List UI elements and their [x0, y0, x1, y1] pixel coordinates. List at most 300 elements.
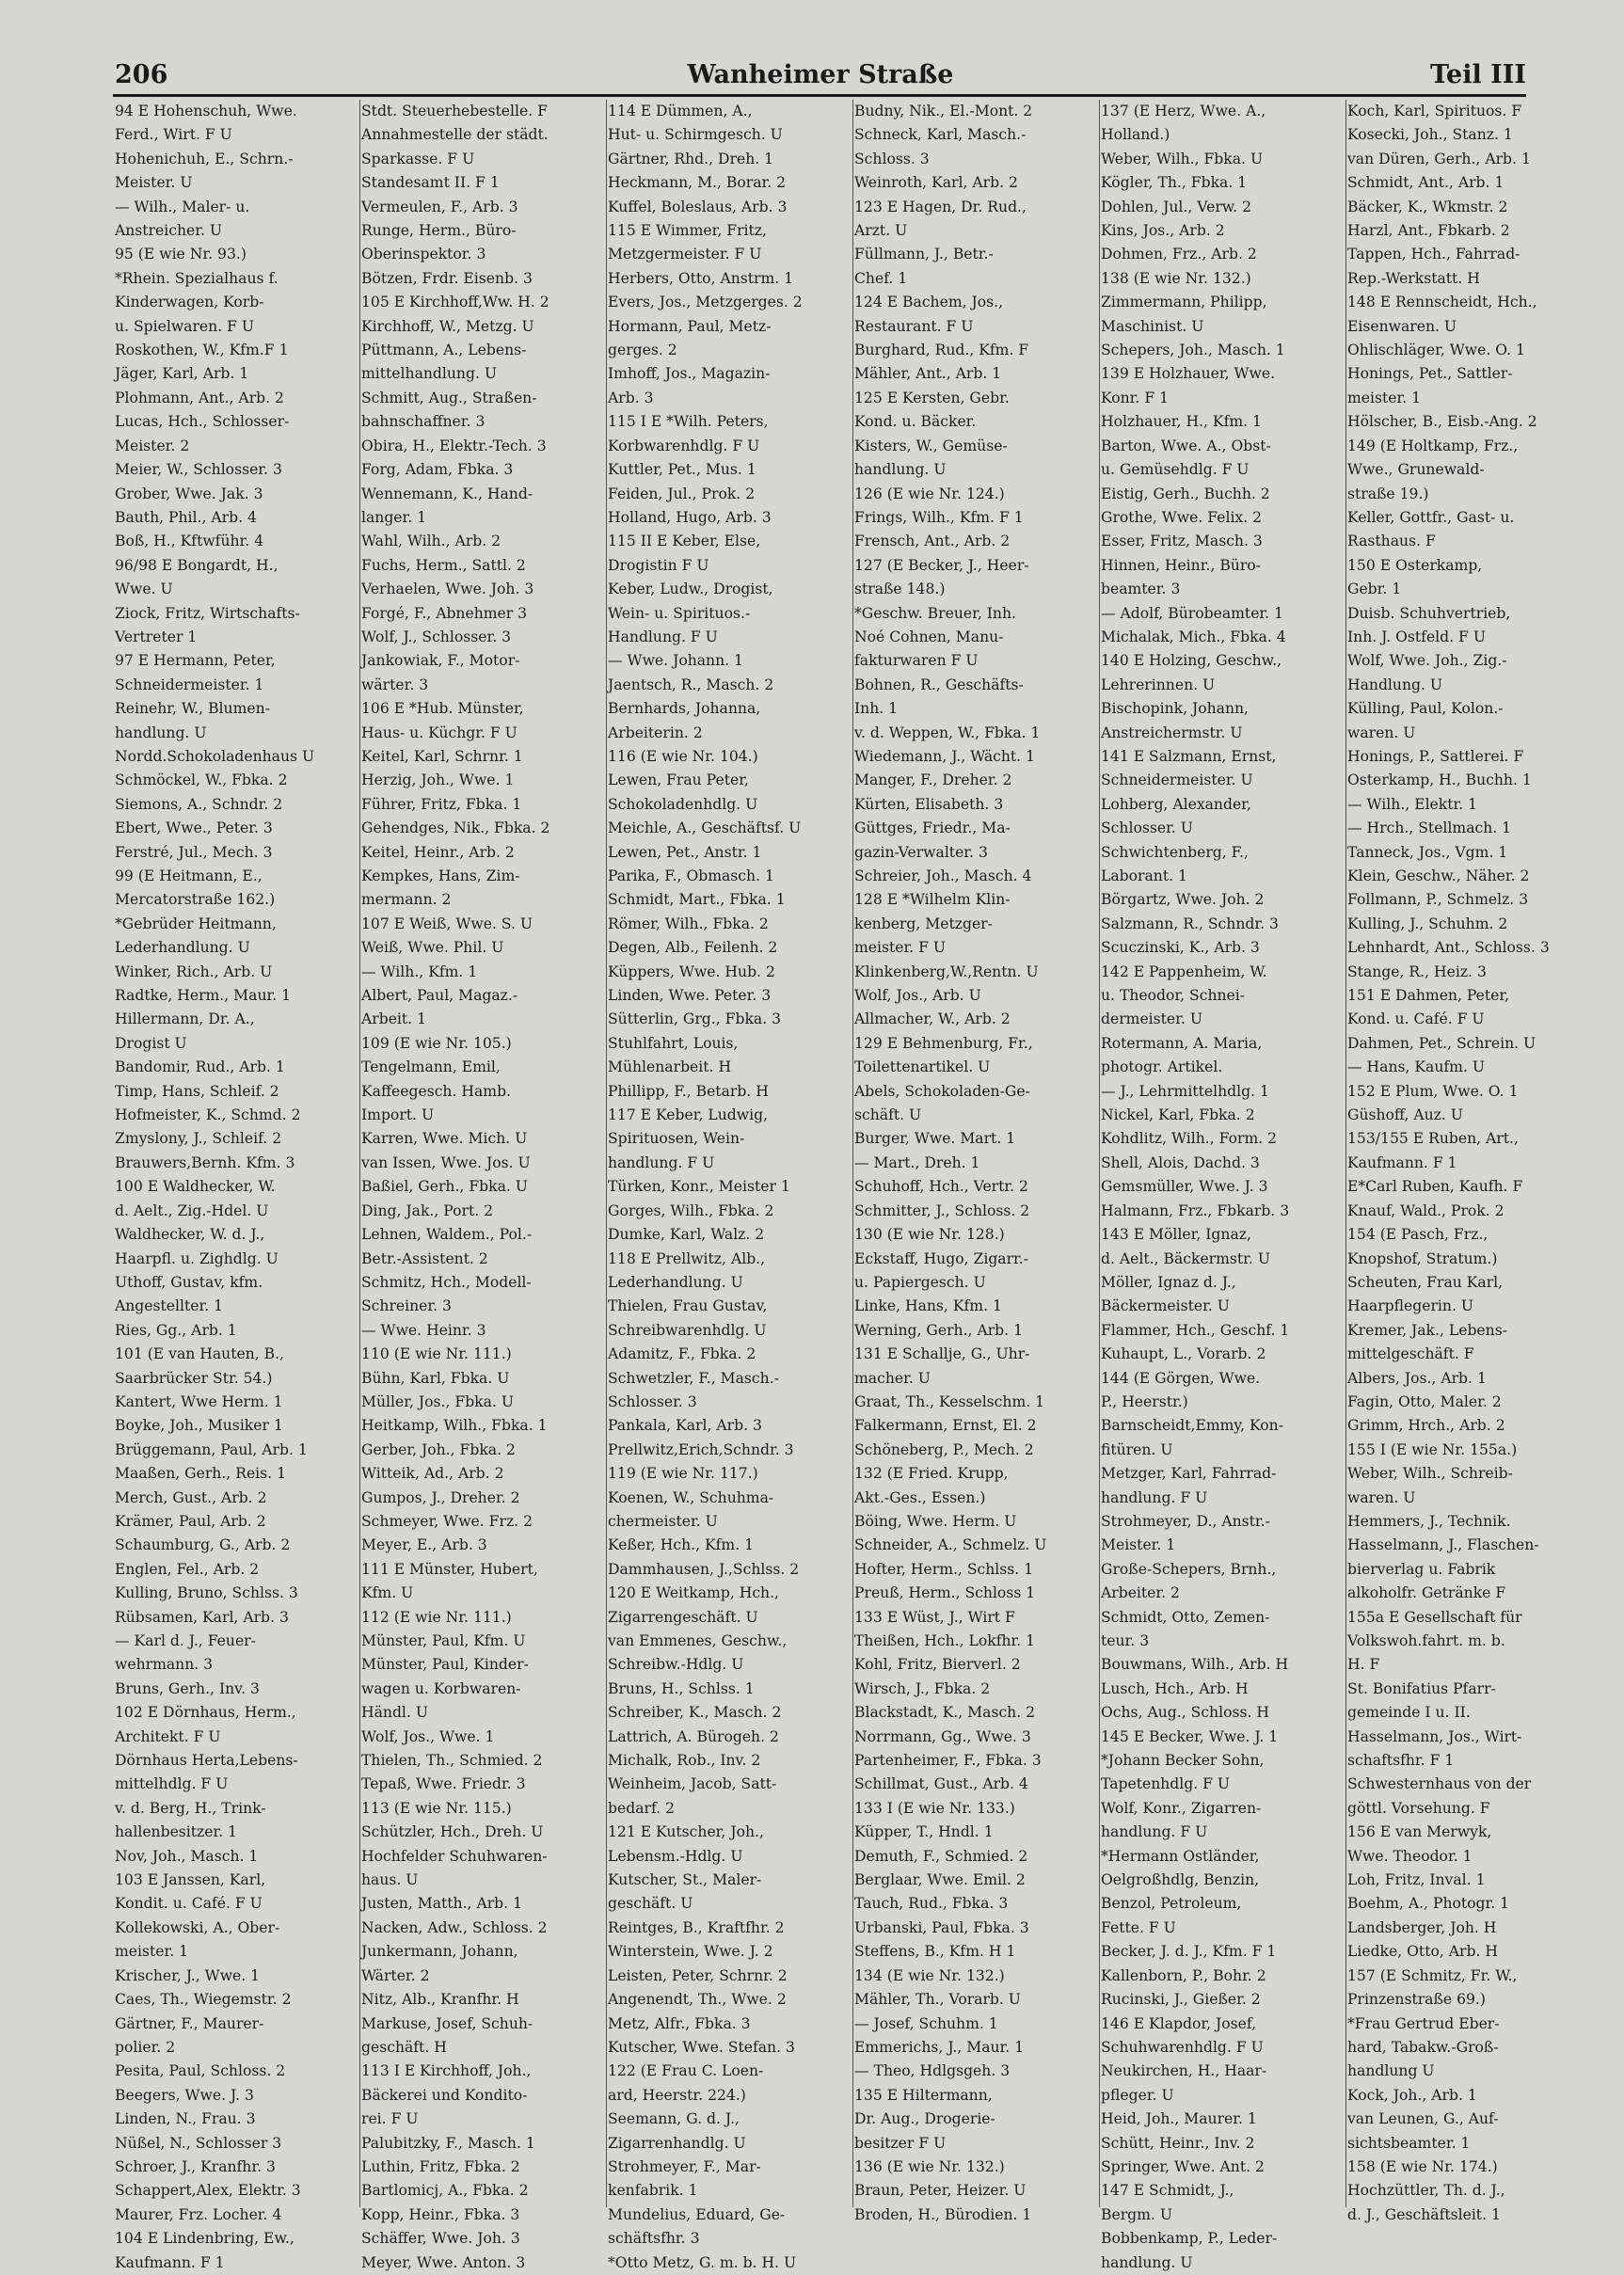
- directory-line: Vertreter 1: [115, 628, 198, 645]
- directory-line: Bouwmans, Wilh., Arb. H: [1101, 1656, 1289, 1674]
- directory-line: Arbeiter. 2: [1101, 1584, 1180, 1602]
- directory-line: Kfm. U: [361, 1584, 414, 1602]
- directory-line: Weiß, Wwe. Phil. U: [361, 939, 504, 957]
- directory-line: gerges. 2: [608, 342, 677, 359]
- directory-line: Bühn, Karl, Fbka. U: [361, 1369, 510, 1387]
- directory-line: Küpper, T., Hndl. 1: [854, 1823, 994, 1841]
- directory-line: Hormann, Paul, Metz-: [608, 317, 772, 335]
- directory-line: Burger, Wwe. Mart. 1: [854, 1130, 1016, 1148]
- directory-line: Schreiner. 3: [361, 1297, 452, 1315]
- directory-line: Lehnen, Waldem., Pol.-: [361, 1226, 533, 1244]
- directory-line: handlung. U: [1101, 2253, 1193, 2271]
- directory-line: Schreier, Joh., Masch. 4: [854, 867, 1032, 884]
- directory-line: — Josef, Schuhm. 1: [854, 2014, 998, 2032]
- directory-line: Bäckermeister. U: [1101, 1297, 1230, 1315]
- directory-line: — Karl d. J., Feuer-: [115, 1632, 256, 1649]
- directory-line: Holzhauer, H., Kfm. 1: [1101, 413, 1262, 431]
- directory-line: Schuhwarenhdlg. F U: [1101, 2038, 1264, 2056]
- directory-line: Kaufmann. F 1: [115, 2253, 225, 2271]
- directory-line: Krämer, Paul, Arb. 2: [115, 1512, 266, 1530]
- directory-line: d. J., Geschäftsleit. 1: [1347, 2205, 1501, 2223]
- directory-line: Flammer, Hch., Geschf. 1: [1101, 1321, 1290, 1339]
- directory-line: Schreibw.-Hdlg. U: [608, 1656, 744, 1674]
- directory-line: Klinkenberg,W.,Rentn. U: [854, 962, 1039, 980]
- directory-line: *Frau Gertrud Eber-: [1347, 2014, 1500, 2032]
- directory-line: Tepaß, Wwe. Friedr. 3: [361, 1775, 526, 1793]
- directory-line: Hohenichuh, E., Schrn.-: [115, 150, 294, 167]
- directory-line: Prinzenstraße 69.): [1347, 1991, 1486, 2009]
- directory-line: Honings, Pet., Sattler-: [1347, 365, 1513, 383]
- directory-line: 99 (E Heitmann, E.,: [115, 867, 263, 884]
- directory-line: Plohmann, Ant., Arb. 2: [115, 389, 284, 406]
- directory-line: u. Spielwaren. F U: [115, 317, 255, 335]
- directory-line: Arb. 3: [608, 389, 654, 406]
- directory-line: Brüggemann, Paul, Arb. 1: [115, 1440, 308, 1458]
- directory-line: Strohmeyer, D., Anstr.-: [1101, 1512, 1270, 1530]
- directory-line: bahnschaffner. 3: [361, 413, 486, 431]
- directory-line: Heid, Joh., Maurer. 1: [1101, 2110, 1257, 2128]
- directory-line: Schmidt, Mart., Fbka. 1: [608, 891, 786, 909]
- directory-line: Gebr. 1: [1347, 581, 1402, 598]
- directory-line: Wahl, Wilh., Arb. 2: [361, 533, 502, 550]
- column-divider: [1099, 100, 1100, 2207]
- directory-line: Meyer, Wwe. Anton. 3: [361, 2253, 526, 2271]
- directory-line: Mundelius, Eduard, Ge-: [608, 2205, 786, 2223]
- directory-line: van Emmenes, Geschw.,: [608, 1632, 788, 1649]
- directory-line: Manger, F., Dreher. 2: [854, 772, 1012, 789]
- directory-line: Rucinski, J., Gießer. 2: [1101, 1991, 1261, 2009]
- directory-line: Falkermann, Ernst, El. 2: [854, 1417, 1037, 1435]
- directory-line: Winker, Rich., Arb. U: [115, 962, 273, 980]
- directory-line: van Issen, Wwe. Jos. U: [361, 1153, 531, 1171]
- directory-line: polier. 2: [115, 2038, 176, 2056]
- directory-line: Landsberger, Joh. H: [1347, 1918, 1497, 1936]
- directory-line: Gumpos, J., Dreher. 2: [361, 1488, 520, 1506]
- directory-line: Kuttler, Pet., Mus. 1: [608, 461, 756, 479]
- directory-line: 111 E Münster, Hubert,: [361, 1560, 538, 1578]
- directory-line: 157 (E Schmitz, Fr. W.,: [1347, 1966, 1518, 1984]
- directory-line: Gärtner, Rhd., Dreh. 1: [608, 150, 774, 167]
- directory-line: Nordd.Schokoladenhaus U: [115, 747, 315, 765]
- directory-line: Restaurant. F U: [854, 317, 974, 335]
- directory-line: Krischer, J., Wwe. 1: [115, 1966, 261, 1984]
- directory-line: Ferstré, Jul., Mech. 3: [115, 843, 273, 861]
- directory-line: Evers, Jos., Metzgerges. 2: [608, 294, 803, 311]
- directory-line: Hochfelder Schuhwaren-: [361, 1847, 548, 1865]
- directory-line: Bohnen, R., Geschäfts-: [854, 676, 1024, 693]
- directory-line: handlung. U: [854, 461, 947, 479]
- directory-line: Inh. J. Ostfeld. F U: [1347, 628, 1486, 645]
- directory-line: Schmitz, Hch., Modell-: [361, 1273, 532, 1291]
- directory-line: H. F: [1347, 1656, 1380, 1674]
- directory-line: Wolf, Jos., Arb. U: [854, 987, 981, 1005]
- directory-line: Böing, Wwe. Herm. U: [854, 1512, 1017, 1530]
- directory-line: Schwesternhaus von der: [1347, 1775, 1532, 1793]
- directory-line: Lehrerinnen. U: [1101, 676, 1216, 693]
- directory-line: 100 E Waldhecker, W.: [115, 1178, 276, 1196]
- directory-line: — Hrch., Stellmach. 1: [1347, 819, 1512, 837]
- directory-line: 103 E Janssen, Karl,: [115, 1871, 266, 1889]
- directory-line: Barton, Wwe. A., Obst-: [1101, 437, 1271, 454]
- directory-line: Arbeit. 1: [361, 1010, 427, 1028]
- directory-line: 125 E Kersten, Gebr.: [854, 389, 1010, 406]
- directory-line: Kallenborn, P., Bohr. 2: [1101, 1966, 1266, 1984]
- directory-line: Albers, Jos., Arb. 1: [1347, 1369, 1487, 1387]
- directory-line: langer. 1: [361, 508, 427, 526]
- directory-line: 119 (E wie Nr. 117.): [608, 1465, 758, 1483]
- directory-line: Schlosser. U: [1101, 819, 1193, 837]
- directory-line: Pankala, Karl, Arb. 3: [608, 1417, 762, 1435]
- directory-line: Honings, P., Sattlerei. F: [1347, 747, 1524, 765]
- directory-line: schäft. U: [854, 1106, 922, 1124]
- directory-line: Reinehr, W., Blumen-: [115, 700, 270, 718]
- street-title: Wanheimer Straße: [687, 60, 954, 89]
- directory-line: mittelgeschäft. F: [1347, 1345, 1474, 1363]
- directory-line: 110 (E wie Nr. 111.): [361, 1345, 512, 1363]
- directory-line: 133 E Wüst, J., Wirt F: [854, 1608, 1015, 1626]
- directory-line: Schmitter, J., Schloss. 2: [854, 1201, 1030, 1219]
- directory-line: Schützler, Hch., Dreh. U: [361, 1823, 544, 1841]
- directory-line: wehrmann. 3: [115, 1656, 214, 1674]
- directory-line: Wärter. 2: [361, 1966, 430, 1984]
- directory-line: wagen u. Korbwaren-: [361, 1679, 521, 1697]
- directory-line: Schaumburg, G., Arb. 2: [115, 1536, 291, 1554]
- directory-line: 129 E Behmenburg, Fr.,: [854, 1034, 1033, 1052]
- directory-line: mittelhandlung. U: [361, 365, 497, 383]
- directory-line: Meyer, E., Arb. 3: [361, 1536, 487, 1554]
- directory-line: Schwetzler, F., Masch.-: [608, 1369, 779, 1387]
- directory-line: Luthin, Fritz, Fbka. 2: [361, 2157, 520, 2175]
- directory-line: *Hermann Ostländer,: [1101, 1847, 1260, 1865]
- directory-line: Kock, Joh., Arb. 1: [1347, 2086, 1477, 2104]
- directory-line: Bäckerei und Kondito-: [361, 2086, 528, 2104]
- directory-line: Linden, N., Frau. 3: [115, 2110, 256, 2128]
- directory-line: Demuth, F., Schmied. 2: [854, 1847, 1028, 1865]
- directory-line: Norrmann, Gg., Wwe. 3: [854, 1727, 1031, 1745]
- directory-line: handlung U: [1347, 2062, 1435, 2080]
- directory-line: Bobbenkamp, P., Leder-: [1101, 2230, 1278, 2248]
- directory-line: Eckstaff, Hugo, Zigarr.-: [854, 1249, 1029, 1267]
- directory-line: Import. U: [361, 1106, 435, 1124]
- directory-line: Radtke, Herm., Maur. 1: [115, 987, 292, 1005]
- column-divider: [852, 100, 853, 2207]
- directory-line: 128 E *Wilhelm Klin-: [854, 891, 1011, 909]
- directory-line: Schöneberg, P., Mech. 2: [854, 1440, 1034, 1458]
- page-header: [115, 60, 1526, 98]
- directory-line: Benzol, Petroleum,: [1101, 1895, 1242, 1913]
- directory-line: Hemmers, J., Technik.: [1347, 1512, 1511, 1530]
- directory-line: rei. F U: [361, 2110, 419, 2128]
- directory-line: 107 E Weiß, Wwe. S. U: [361, 915, 533, 932]
- directory-line: Ferd., Wirt. F U: [115, 126, 232, 144]
- directory-line: 151 E Dahmen, Peter,: [1347, 987, 1510, 1005]
- directory-line: Kondit. u. Café. F U: [115, 1895, 263, 1913]
- directory-line: Becker, J. d. J., Kfm. F 1: [1101, 1943, 1277, 1961]
- directory-line: Phillipp, F., Betarb. H: [608, 1082, 769, 1100]
- directory-line: Nov, Joh., Masch. 1: [115, 1847, 259, 1865]
- directory-line: 113 (E wie Nr. 115.): [361, 1799, 512, 1817]
- directory-line: Gärtner, F., Maurer-: [115, 2014, 264, 2032]
- directory-line: handlung. F U: [608, 1153, 715, 1171]
- directory-line: Küppers, Wwe. Hub. 2: [608, 962, 775, 980]
- directory-line: Mähler, Ant., Arb. 1: [854, 365, 1002, 383]
- directory-line: Junkermann, Johann,: [361, 1943, 518, 1961]
- directory-line: Kuffel, Boleslaus, Arb. 3: [608, 198, 788, 215]
- directory-line: 126 (E wie Nr. 124.): [854, 485, 1005, 502]
- directory-line: mittelhdlg. F U: [115, 1775, 229, 1793]
- directory-line: Merch, Gust., Arb. 2: [115, 1488, 267, 1506]
- directory-line: Anstreicher. U: [115, 222, 223, 240]
- directory-line: St. Bonifatius Pfarr-: [1347, 1679, 1496, 1697]
- directory-line: 121 E Kutscher, Joh.,: [608, 1823, 764, 1841]
- directory-line: Kinderwagen, Korb-: [115, 294, 264, 311]
- directory-line: Esser, Fritz, Masch. 3: [1101, 533, 1263, 550]
- directory-line: Dohlen, Jul., Verw. 2: [1101, 198, 1252, 215]
- directory-line: Müller, Jos., Fbka. U: [361, 1392, 514, 1410]
- directory-line: Theißen, Hch., Lokfhr. 1: [854, 1632, 1036, 1649]
- directory-line: Schappert,Alex, Elektr. 3: [115, 2182, 301, 2200]
- directory-line: Sparkasse. F U: [361, 150, 475, 167]
- directory-line: Schroer, J., Kranfhr. 3: [115, 2157, 276, 2175]
- directory-line: Obira, H., Elektr.-Tech. 3: [361, 437, 547, 454]
- directory-line: Feiden, Jul., Prok. 2: [608, 485, 756, 502]
- directory-line: Kulling, J., Schuhm. 2: [1347, 915, 1508, 932]
- directory-line: Rübsamen, Karl, Arb. 3: [115, 1608, 289, 1626]
- directory-line: Winterstein, Wwe. J. 2: [608, 1943, 773, 1961]
- directory-line: waren. U: [1347, 1488, 1416, 1506]
- directory-line: Kond. u. Bäcker.: [854, 413, 977, 431]
- directory-line: Schreiber, K., Masch. 2: [608, 1704, 782, 1722]
- directory-line: Arbeiterin. 2: [608, 724, 703, 741]
- directory-line: 115 I E *Wilh. Peters,: [608, 413, 769, 431]
- directory-line: 102 E Dörnhaus, Herm.,: [115, 1704, 296, 1722]
- directory-line: Imhoff, Jos., Magazin-: [608, 365, 771, 383]
- directory-line: Wolf, Wwe. Joh., Zig.-: [1347, 652, 1507, 670]
- directory-line: Scuczinski, K., Arb. 3: [1101, 939, 1260, 957]
- directory-line: Thielen, Frau Gustav,: [608, 1297, 768, 1315]
- directory-line: schaftsfhr. F 1: [1347, 1752, 1455, 1770]
- directory-line: Kollekowski, A., Ober-: [115, 1918, 280, 1936]
- directory-line: 104 E Lindenbring, Ew.,: [115, 2230, 295, 2248]
- directory-line: meister. 1: [1347, 389, 1422, 406]
- directory-line: Toilettenartikel. U: [854, 1058, 991, 1076]
- directory-line: Gemsmüller, Wwe. J. 3: [1101, 1178, 1268, 1196]
- directory-line: Kohl, Fritz, Bierverl. 2: [854, 1656, 1021, 1674]
- directory-line: 135 E Hiltermann,: [854, 2086, 993, 2104]
- directory-line: Chef. 1: [854, 269, 908, 287]
- directory-line: Halmann, Frz., Fbkarb. 3: [1101, 1201, 1290, 1219]
- directory-line: Gerber, Joh., Fbka. 2: [361, 1440, 516, 1458]
- directory-line: Bauth, Phil., Arb. 4: [115, 508, 257, 526]
- directory-line: Zmyslony, J., Schleif. 2: [115, 1130, 282, 1148]
- directory-line: Brauwers,Bernh. Kfm. 3: [115, 1153, 295, 1171]
- directory-line: Preuß, Herm., Schloss 1: [854, 1584, 1036, 1602]
- directory-line: Kempkes, Hans, Zim-: [361, 867, 520, 884]
- directory-line: chermeister. U: [608, 1512, 718, 1530]
- directory-line: Münster, Paul, Kfm. U: [361, 1632, 526, 1649]
- directory-line: Römer, Wilh., Fbka. 2: [608, 915, 769, 932]
- column-4: [854, 100, 1101, 2223]
- column-divider: [359, 100, 360, 2207]
- directory-line: Pesita, Paul, Schloss. 2: [115, 2062, 286, 2080]
- directory-line: Fuchs, Herm., Sattl. 2: [361, 556, 526, 574]
- directory-line: Saarbrücker Str. 54.): [115, 1369, 273, 1387]
- directory-line: Ebert, Wwe., Peter. 3: [115, 819, 273, 837]
- directory-line: Sütterlin, Grg., Fbka. 3: [608, 1010, 782, 1028]
- directory-line: Stuhlfahrt, Louis,: [608, 1034, 739, 1052]
- directory-line: u. Gemüsehdlg. F U: [1101, 461, 1250, 479]
- directory-line: van Leunen, G., Auf-: [1347, 2110, 1499, 2128]
- directory-line: Schloss. 3: [854, 150, 930, 167]
- directory-line: d. Aelt., Zig.-Hdel. U: [115, 1201, 269, 1219]
- directory-line: handlung. F U: [1101, 1823, 1208, 1841]
- directory-line: 158 (E wie Nr. 174.): [1347, 2157, 1498, 2175]
- directory-line: Schneck, Karl, Masch.-: [854, 126, 1027, 144]
- directory-line: 118 E Prellwitz, Alb.,: [608, 1249, 766, 1267]
- directory-line: Nüßel, N., Schlosser 3: [115, 2134, 282, 2152]
- directory-line: Bäcker, K., Wkmstr. 2: [1347, 198, 1508, 215]
- directory-line: 115 E Wimmer, Fritz,: [608, 222, 767, 240]
- directory-line: Schneidermeister. U: [1101, 772, 1253, 789]
- directory-line: Wolf, Konr., Zigarren-: [1101, 1799, 1262, 1817]
- directory-line: beamter. 3: [1101, 581, 1181, 598]
- directory-line: Wwe. U: [115, 581, 173, 598]
- directory-line: Witteik, Ad., Arb. 2: [361, 1465, 504, 1483]
- directory-line: Strohmeyer, F., Mar-: [608, 2157, 761, 2175]
- directory-line: Zigarrengeschäft. U: [608, 1608, 758, 1626]
- directory-line: 146 E Klapdor, Josef,: [1101, 2014, 1257, 2032]
- directory-line: — Hans, Kaufm. U: [1347, 1058, 1486, 1076]
- directory-line: Nitz, Alb., Kranfhr. H: [361, 1991, 519, 2009]
- directory-line: Schlosser. 3: [608, 1392, 697, 1410]
- directory-line: Handlung. U: [1347, 676, 1443, 693]
- directory-line: Schneider, A., Schmelz. U: [854, 1536, 1047, 1554]
- directory-line: Kremer, Jak., Lebens-: [1347, 1321, 1507, 1339]
- directory-line: Partenheimer, F., Fbka. 3: [854, 1752, 1042, 1770]
- directory-line: handlung. F U: [1101, 1488, 1208, 1506]
- directory-line: Ries, Gg., Arb. 1: [115, 1321, 237, 1339]
- directory-line: Meier, W., Schlosser. 3: [115, 461, 282, 479]
- directory-line: Meister. 2: [115, 437, 190, 454]
- directory-line: Metzger, Karl, Fahrrad-: [1101, 1465, 1277, 1483]
- directory-line: Boß, H., Kftwführ. 4: [115, 533, 264, 550]
- directory-line: Fagin, Otto, Maler. 2: [1347, 1392, 1502, 1410]
- directory-line: Meister. U: [115, 174, 193, 192]
- directory-line: 124 E Bachem, Jos.,: [854, 294, 1004, 311]
- directory-line: Gorges, Wilh., Fbka. 2: [608, 1201, 774, 1219]
- directory-line: Schepers, Joh., Masch. 1: [1101, 342, 1285, 359]
- directory-line: Füllmann, J., Betr.-: [854, 246, 994, 263]
- directory-line: Knopshof, Stratum.): [1347, 1249, 1498, 1267]
- directory-line: Kuhaupt, L., Vorarb. 2: [1101, 1345, 1266, 1363]
- directory-line: 116 (E wie Nr. 104.): [608, 747, 758, 765]
- directory-line: Hasselmann, Jos., Wirt-: [1347, 1727, 1522, 1745]
- directory-line: Wwe., Grunewald-: [1347, 461, 1485, 479]
- directory-line: Ochs, Aug., Schloss. H: [1101, 1704, 1269, 1722]
- directory-line: Lederhandlung. U: [115, 939, 250, 957]
- directory-line: 130 (E wie Nr. 128.): [854, 1226, 1005, 1244]
- directory-line: Ding, Jak., Port. 2: [361, 1201, 494, 1219]
- directory-line: Noé Cohnen, Manu-: [854, 628, 1004, 645]
- directory-line: *Johann Becker Sohn,: [1101, 1752, 1265, 1770]
- directory-line: Boyke, Joh., Musiker 1: [115, 1417, 283, 1435]
- directory-line: geschäft. H: [361, 2038, 447, 2056]
- directory-line: fakturwaren F U: [854, 652, 979, 670]
- directory-line: Betr.-Assistent. 2: [361, 1249, 488, 1267]
- directory-line: Broden, H., Bürodien. 1: [854, 2205, 1032, 2223]
- directory-line: Zimmermann, Philipp,: [1101, 294, 1267, 311]
- directory-line: Händl. U: [361, 1704, 428, 1722]
- directory-line: Klein, Geschw., Näher. 2: [1347, 867, 1530, 884]
- directory-line: Scheuten, Frau Karl,: [1347, 1273, 1504, 1291]
- directory-line: Kögler, Th., Fbka. 1: [1101, 174, 1248, 192]
- directory-line: Heitkamp, Wilh., Fbka. 1: [361, 1417, 548, 1435]
- directory-line: — Wwe. Heinr. 3: [361, 1321, 486, 1339]
- directory-line: Metz, Alfr., Fbka. 3: [608, 2014, 751, 2032]
- directory-line: Stdt. Steuerhebestelle. F: [361, 103, 548, 119]
- directory-line: Grimm, Hrch., Arb. 2: [1347, 1417, 1505, 1435]
- directory-line: — J., Lehrmittelhdlg. 1: [1101, 1082, 1269, 1100]
- directory-line: 117 E Keber, Ludwig,: [608, 1106, 769, 1124]
- directory-line: Hofmeister, K., Schmd. 2: [115, 1106, 301, 1124]
- column-divider: [1345, 100, 1346, 2207]
- directory-line: mermann. 2: [361, 891, 452, 909]
- directory-line: Lederhandlung. U: [608, 1273, 743, 1291]
- directory-line: Architekt. F U: [115, 1727, 221, 1745]
- directory-line: 114 E Dümmen, A.,: [608, 103, 753, 119]
- directory-line: Jaentsch, R., Masch. 2: [608, 676, 774, 693]
- directory-line: Degen, Alb., Feilenh. 2: [608, 939, 778, 957]
- directory-line: waren. U: [1347, 724, 1416, 741]
- directory-line: Keitel, Karl, Schrnr. 1: [361, 747, 523, 765]
- directory-line: Lusch, Hch., Arb. H: [1101, 1679, 1249, 1697]
- directory-line: u. Papiergesch. U: [854, 1273, 986, 1291]
- directory-line: v. d. Weppen, W., Fbka. 1: [854, 724, 1041, 741]
- directory-line: Börgartz, Wwe. Joh. 2: [1101, 891, 1265, 909]
- directory-line: Keller, Gottfr., Gast- u.: [1347, 508, 1515, 526]
- directory-line: Herbers, Otto, Anstrm. 1: [608, 269, 794, 287]
- directory-line: — Wwe. Johann. 1: [608, 652, 743, 670]
- directory-line: 137 (E Herz, Wwe. A.,: [1101, 103, 1266, 119]
- directory-line: 113 I E Kirchhoff, Joh.,: [361, 2062, 532, 2080]
- directory-line: 106 E *Hub. Münster,: [361, 700, 524, 718]
- directory-line: Tanneck, Jos., Vgm. 1: [1347, 843, 1508, 861]
- directory-line: *Gebrüder Heitmann,: [115, 915, 277, 932]
- directory-line: — Wilh., Maler- u.: [115, 198, 250, 215]
- directory-line: Weinroth, Karl, Arb. 2: [854, 174, 1018, 192]
- directory-line: Korbwarenhdlg. F U: [608, 437, 760, 454]
- directory-line: Metzgermeister. F U: [608, 246, 762, 263]
- directory-line: Englen, Fel., Arb. 2: [115, 1560, 260, 1578]
- directory-line: macher. U: [854, 1369, 931, 1387]
- directory-line: Oelgroßhdlg, Benzin,: [1101, 1871, 1260, 1889]
- directory-line: Kutscher, Wwe. Stefan. 3: [608, 2038, 795, 2056]
- directory-line: Konr. F 1: [1101, 389, 1170, 406]
- directory-line: Tappen, Hch., Fahrrad-: [1347, 246, 1521, 263]
- directory-line: Annahmestelle der städt.: [361, 126, 549, 144]
- directory-line: Kantert, Wwe Herm. 1: [115, 1392, 283, 1410]
- directory-line: photogr. Artikel.: [1101, 1058, 1223, 1076]
- directory-line: Burghard, Rud., Kfm. F: [854, 342, 1029, 359]
- directory-line: Bandomir, Rud., Arb. 1: [115, 1058, 285, 1076]
- directory-line: Gehendges, Nik., Fbka. 2: [361, 819, 550, 837]
- directory-line: Springer, Wwe. Ant. 2: [1101, 2157, 1265, 2175]
- column-6: [1347, 100, 1550, 2223]
- directory-line: Drogist U: [115, 1034, 187, 1052]
- directory-line: Fette. F U: [1101, 1918, 1176, 1936]
- directory-line: Rasthaus. F: [1347, 533, 1436, 550]
- directory-line: Forg, Adam, Fbka. 3: [361, 461, 514, 479]
